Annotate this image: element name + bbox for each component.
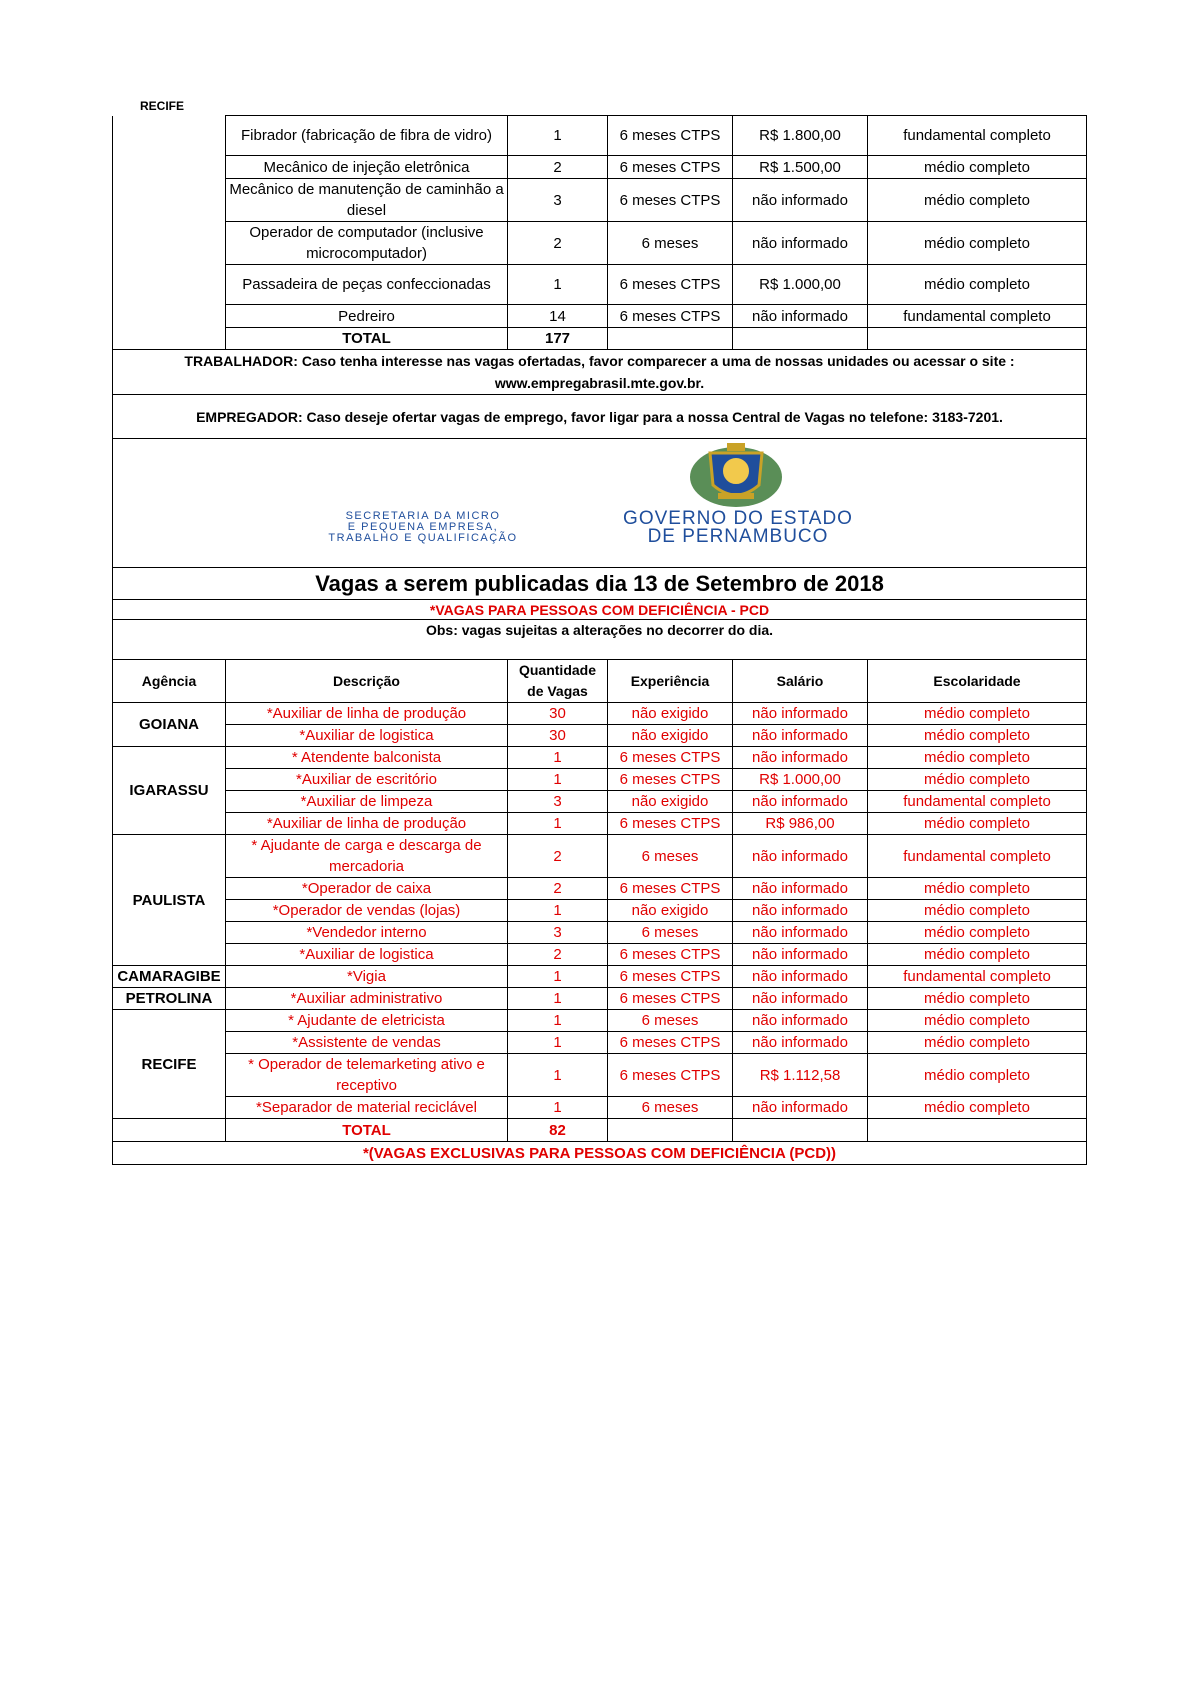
job-quantity: 1: [508, 265, 608, 305]
job-education: médio completo: [868, 703, 1087, 725]
job-description: *Auxiliar de logistica: [226, 944, 508, 966]
job-experience: 6 meses CTPS: [608, 156, 733, 179]
pcd-obs: Obs: vagas sujeitas a alterações no decorrer do dia.: [113, 620, 1087, 660]
job-experience: 6 meses: [608, 922, 733, 944]
agency-name: PAULISTA: [113, 835, 226, 966]
job-education: médio completo: [868, 1054, 1087, 1097]
job-description: * Operador de telemarketing ativo e receptivo: [226, 1054, 508, 1097]
table-row: [113, 179, 1087, 222]
job-salary: R$ 1.500,00: [733, 156, 868, 179]
table-row: [113, 156, 1087, 179]
job-experience: 6 meses CTPS: [608, 265, 733, 305]
job-quantity: 30: [508, 703, 608, 725]
job-quantity: 2: [508, 222, 608, 265]
job-education: médio completo: [868, 922, 1087, 944]
job-description: *Auxiliar administrativo: [226, 988, 508, 1010]
job-education: médio completo: [868, 1032, 1087, 1054]
job-description: *Auxiliar de limpeza: [226, 791, 508, 813]
job-description: *Auxiliar de escritório: [226, 769, 508, 791]
job-education: fundamental completo: [868, 791, 1087, 813]
job-experience: 6 meses: [608, 1097, 733, 1119]
job-education: fundamental completo: [868, 966, 1087, 988]
notes-body: [113, 350, 1087, 703]
table-row: [113, 769, 1087, 791]
job-salary: não informado: [733, 944, 868, 966]
job-education: médio completo: [868, 747, 1087, 769]
job-description: Mecânico de injeção eletrônica: [226, 156, 508, 179]
table-row: [113, 265, 1087, 305]
job-quantity: 14: [508, 305, 608, 328]
job-education: médio completo: [868, 222, 1087, 265]
job-experience: 6 meses CTPS: [608, 988, 733, 1010]
job-salary: não informado: [733, 179, 868, 222]
job-salary: não informado: [733, 922, 868, 944]
job-education: fundamental completo: [868, 835, 1087, 878]
job-experience: não exigido: [608, 725, 733, 747]
logos-graphic: [113, 439, 1087, 561]
header-descricao: Descrição: [226, 660, 508, 703]
job-description: * Ajudante de carga e descarga de mercadoria: [226, 835, 508, 878]
table-row: [113, 1054, 1087, 1097]
pcd-title: Vagas a serem publicadas dia 13 de Setembro de 2018: [113, 568, 1087, 600]
table-row: [113, 116, 1087, 156]
logo-banner: [113, 439, 1087, 568]
table-row: [113, 747, 1087, 769]
job-salary: não informado: [733, 222, 868, 265]
job-quantity: 3: [508, 922, 608, 944]
pcd-footer-body: [113, 1119, 1087, 1165]
job-quantity: 1: [508, 813, 608, 835]
table-row: [113, 966, 1087, 988]
job-experience: não exigido: [608, 791, 733, 813]
job-quantity: 1: [508, 1010, 608, 1032]
table-row: [113, 813, 1087, 835]
agency-name: RECIFE: [113, 1010, 226, 1119]
job-experience: 6 meses CTPS: [608, 769, 733, 791]
job-education: médio completo: [868, 988, 1087, 1010]
job-experience: 6 meses: [608, 835, 733, 878]
job-description: *Operador de caixa: [226, 878, 508, 900]
top-total-label: TOTAL: [226, 328, 508, 350]
job-quantity: 3: [508, 791, 608, 813]
agency-name: CAMARAGIBE: [113, 966, 226, 988]
table-row: [113, 1032, 1087, 1054]
governo-line1: GOVERNO DO ESTADO: [623, 508, 853, 529]
job-experience: 6 meses CTPS: [608, 747, 733, 769]
job-description: *Assistente de vendas: [226, 1032, 508, 1054]
job-quantity: 1: [508, 966, 608, 988]
job-salary: não informado: [733, 1032, 868, 1054]
job-quantity: 1: [508, 1054, 608, 1097]
job-quantity: 2: [508, 156, 608, 179]
table-row: [113, 791, 1087, 813]
job-description: Passadeira de peças confeccionadas: [226, 265, 508, 305]
secretaria-line2: E PEQUENA EMPRESA,: [347, 521, 499, 533]
cut-agency-label: RECIFE: [140, 99, 185, 113]
job-vacancies-sheet: [112, 115, 1086, 1165]
governo-line2: DE PERNAMBUCO: [647, 526, 829, 547]
job-quantity: 1: [508, 747, 608, 769]
table-row: [113, 944, 1087, 966]
job-salary: R$ 1.000,00: [733, 769, 868, 791]
job-education: médio completo: [868, 813, 1087, 835]
job-experience: 6 meses CTPS: [608, 878, 733, 900]
job-salary: não informado: [733, 835, 868, 878]
job-quantity: 1: [508, 116, 608, 156]
agency-cell-continued: [113, 116, 226, 350]
job-description: Mecânico de manutenção de caminhão a diesel: [226, 179, 508, 222]
job-quantity: 2: [508, 944, 608, 966]
job-education: médio completo: [868, 179, 1087, 222]
job-description: Fibrador (fabricação de fibra de vidro): [226, 116, 508, 156]
job-experience: 6 meses CTPS: [608, 1032, 733, 1054]
job-salary: R$ 986,00: [733, 813, 868, 835]
job-description: *Separador de material reciclável: [226, 1097, 508, 1119]
table-row: [113, 878, 1087, 900]
job-description: *Vendedor interno: [226, 922, 508, 944]
header-quantidade: Quantidade de Vagas: [508, 660, 608, 703]
job-salary: não informado: [733, 1097, 868, 1119]
table-row: [113, 222, 1087, 265]
pcd-table-body: [113, 703, 1087, 1119]
job-education: médio completo: [868, 878, 1087, 900]
header-experiencia: Experiência: [608, 660, 733, 703]
agency-name: IGARASSU: [113, 747, 226, 835]
table-row: [113, 305, 1087, 328]
job-quantity: 2: [508, 835, 608, 878]
job-education: médio completo: [868, 265, 1087, 305]
header-salario: Salário: [733, 660, 868, 703]
job-salary: não informado: [733, 966, 868, 988]
job-description: *Auxiliar de linha de produção: [226, 813, 508, 835]
vacancies-table: [112, 115, 1087, 1165]
job-experience: 6 meses CTPS: [608, 179, 733, 222]
job-description: * Ajudante de eletricista: [226, 1010, 508, 1032]
job-experience: 6 meses CTPS: [608, 1054, 733, 1097]
trabalhador-note: TRABALHADOR: Caso tenha interesse nas vagas ofertadas, favor comparecer a uma de nossas unidades ou acessar o site : www.empregabrasil.mte.gov.br.: [113, 350, 1087, 395]
table-row: [113, 988, 1087, 1010]
job-salary: não informado: [733, 725, 868, 747]
job-salary: não informado: [733, 747, 868, 769]
job-quantity: 1: [508, 1097, 608, 1119]
job-experience: 6 meses CTPS: [608, 966, 733, 988]
pcd-header-row: [113, 660, 1087, 703]
job-education: médio completo: [868, 725, 1087, 747]
job-salary: não informado: [733, 305, 868, 328]
job-education: médio completo: [868, 769, 1087, 791]
table-row: [113, 703, 1087, 725]
pcd-footer-note: *(VAGAS EXCLUSIVAS PARA PESSOAS COM DEFICIÊNCIA (PCD)): [113, 1142, 1087, 1165]
header-escolaridade: Escolaridade: [868, 660, 1087, 703]
job-experience: não exigido: [608, 900, 733, 922]
header-agencia: Agência: [113, 660, 226, 703]
agency-name: PETROLINA: [113, 988, 226, 1010]
job-description: *Auxiliar de linha de produção: [226, 703, 508, 725]
job-education: fundamental completo: [868, 116, 1087, 156]
job-description: Pedreiro: [226, 305, 508, 328]
job-quantity: 1: [508, 1032, 608, 1054]
job-salary: R$ 1.112,58: [733, 1054, 868, 1097]
agency-name: GOIANA: [113, 703, 226, 747]
job-experience: 6 meses: [608, 1010, 733, 1032]
table-row: [113, 725, 1087, 747]
job-salary: não informado: [733, 900, 868, 922]
top-table-body: [113, 116, 1087, 350]
job-experience: 6 meses CTPS: [608, 944, 733, 966]
job-description: Operador de computador (inclusive microcomputador): [226, 222, 508, 265]
job-education: médio completo: [868, 1010, 1087, 1032]
job-description: *Operador de vendas (lojas): [226, 900, 508, 922]
job-experience: 6 meses: [608, 222, 733, 265]
job-education: médio completo: [868, 1097, 1087, 1119]
table-row: [113, 835, 1087, 878]
table-row: [113, 900, 1087, 922]
coat-of-arms-icon: [690, 443, 782, 507]
job-salary: não informado: [733, 1010, 868, 1032]
job-salary: R$ 1.800,00: [733, 116, 868, 156]
empregador-note: EMPREGADOR: Caso deseje ofertar vagas de emprego, favor ligar para a nossa Central de Vagas no telefone: 3183-7201.: [113, 395, 1087, 439]
job-salary: não informado: [733, 878, 868, 900]
job-education: médio completo: [868, 944, 1087, 966]
pcd-total-value: 82: [508, 1119, 608, 1142]
job-education: fundamental completo: [868, 305, 1087, 328]
job-quantity: 2: [508, 878, 608, 900]
pcd-total-label: TOTAL: [226, 1119, 508, 1142]
job-salary: não informado: [733, 791, 868, 813]
job-quantity: 1: [508, 988, 608, 1010]
job-description: *Vigia: [226, 966, 508, 988]
job-quantity: 1: [508, 769, 608, 791]
secretaria-line1: SECRETARIA DA MICRO: [345, 510, 501, 522]
table-row: [113, 922, 1087, 944]
table-row: [113, 1010, 1087, 1032]
job-salary: não informado: [733, 703, 868, 725]
job-education: médio completo: [868, 156, 1087, 179]
job-experience: 6 meses CTPS: [608, 813, 733, 835]
top-total-value: 177: [508, 328, 608, 350]
job-quantity: 3: [508, 179, 608, 222]
job-education: médio completo: [868, 900, 1087, 922]
job-experience: não exigido: [608, 703, 733, 725]
job-salary: R$ 1.000,00: [733, 265, 868, 305]
job-salary: não informado: [733, 988, 868, 1010]
job-quantity: 30: [508, 725, 608, 747]
secretaria-line3: TRABALHO E QUALIFICAÇÃO: [328, 532, 518, 544]
job-quantity: 1: [508, 900, 608, 922]
job-experience: 6 meses CTPS: [608, 116, 733, 156]
job-description: *Auxiliar de logistica: [226, 725, 508, 747]
job-experience: 6 meses CTPS: [608, 305, 733, 328]
table-row: [113, 1097, 1087, 1119]
job-description: * Atendente balconista: [226, 747, 508, 769]
pcd-subtitle: *VAGAS PARA PESSOAS COM DEFICIÊNCIA - PCD: [113, 600, 1087, 620]
